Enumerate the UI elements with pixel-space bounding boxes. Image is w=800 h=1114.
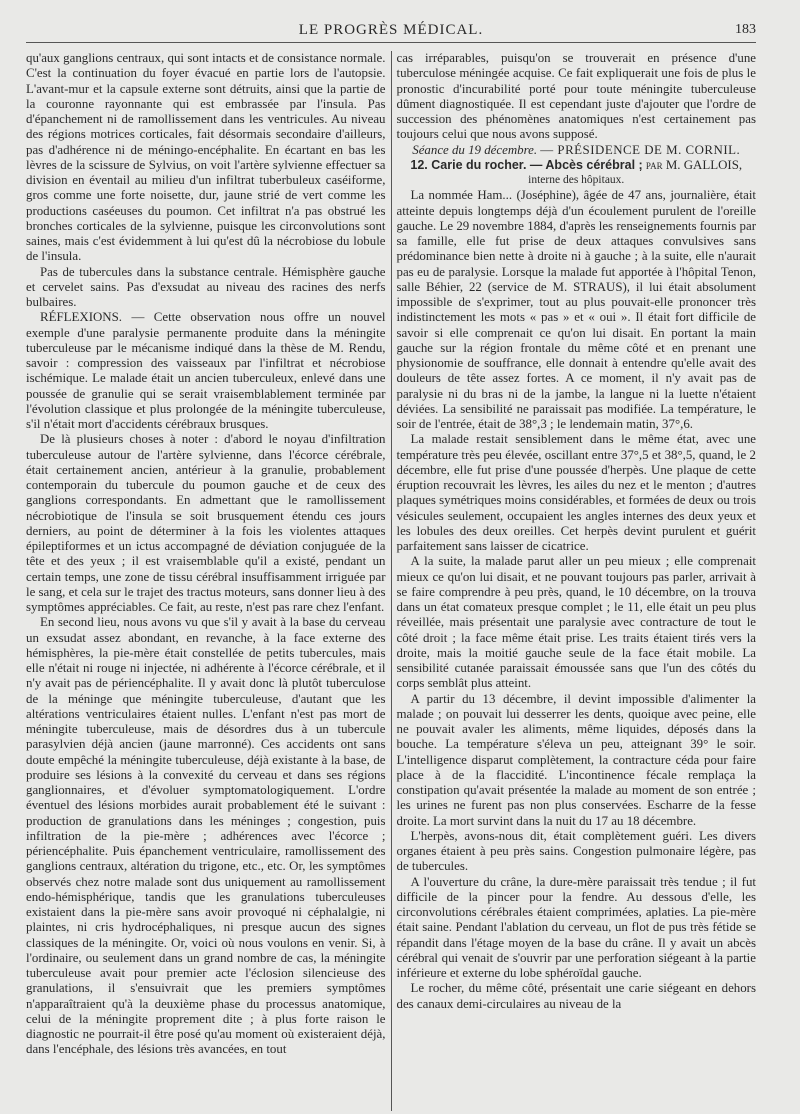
paragraph: La nommée Ham... (Joséphine), âgée de 47 ans, journalière, était atteinte depuis longtemps déjà d'un écoulement purulent de l'oreille gauche. Le 29 novembre 1884, d'après les renseignements fournis par sa famille, elle fut prise de deux attaques convulsives sans prédominance bien nette à droite ni à gauche ; à la suite, elle n'aurait pas eu de paralysie. Lorsque la malade fut apportée à l'hôpital Tenon, salle Béhier, 22 (service de M. STRAUS), il lui était absolument impossible de s'exprimer, tout au plus pouvait-elle prononcer très indistinctement les mots « pas » et « oui ». Il était fort difficile de savoir si elle comprenait ce qu'on lui disait. En portant la main gauche sur la région frontale du même côté et en prenant une physionomie de souffrance, elle donnait à entendre qu'elle avait des douleurs de tête assez fortes. A ce moment, il n'y avait pas de paralysie ni du bras ni de la jambe, la langue ni la luette n'étaient déviées. La sensibilité ne paraissait pas modifiée. La température, le soir de l'entrée, était de 38°,3 ; le lendemain matin, 37°,6. — [396, 188, 756, 431]
article-heading — [397, 158, 757, 173]
text-columns — [26, 51, 756, 1111]
paragraph: qu'aux ganglions centraux, qui sont intacts et de consistance normale. C'est la continuation du foyer évacué en partie lors de l'autopsie. L'avant-mur et la capsule externe sont détruits, ainsi que la partie de la couronne rayonnante qui est embrassée par l'insula. Pas d'épanchement ni de ramollissement dans les ventricules. Au niveau des régions motrices corticales, fait désormais secondaire d'ailleurs, pas d'adhérence ni de méningo-encéphalite. En écartant en bas les lèvres de la scissure de Sylvius, on voit l'artère sylvienne effectuer sa division en éventail au milieu d'un infiltrat tuberbuleux caséiforme, gros comme une forte noisette, dur, jaune strié de vert comme les productions caséeuses du poumon. Cet infiltrat n'a pas obstrué les bronches corticales de la sylvienne, puisque les circonvolutions sont saines, mais c'est évidemment à lui qu'est dû la nécrobiose du lobule de l'insula. — [26, 51, 386, 264]
paragraph: L'herpès, avons-nous dit, était complètement guéri. Les divers organes étaient à peu près sains. Congestion pulmonaire légère, pas de tubercules. — [396, 828, 756, 874]
paragraph: A l'ouverture du crâne, la dure-mère paraissait très tendue ; il fut difficile de la pincer pour la fendre. Au dessous d'elle, les circonvolutions cérébrales étaient comprimées, aplaties. La pie-mère était saine. Pendant l'ablation du cerveau, un flot de pus très fétide se répandit dans l'étage moyen de la base du crâne. Il y avait un abcès cérébral qui venait de s'ouvrir par une perforation siégeant à la partie inférieure et externe du lobe sphéroïdal gauche. — [396, 874, 756, 980]
session-presidency: — PRÉSIDENCE DE M. CORNIL. — [540, 142, 741, 157]
right-column — [392, 51, 757, 1111]
paragraph: De là plusieurs choses à noter : d'abord le noyau d'infiltration tuberculeuse autour de l'artère sylvienne, dans l'écorce cérébrale, était certainement ancien, antérieur à la granulie, probablement contemporain du tubercule du poumon gauche et de ceux des ganglions correspondants. En admettant que le ramollissement nécrobiotique de l'insula se soit brusquement étendu ces jours derniers, au point de déterminer à la fois les violentes attaques épileptiformes et un ictus accompagné de déviation conjuguée de la tête et des yeux ; il est vraisemblable qu'il a existé, pendant un certain temps, une zone de tissu cérébral insuffisamment irriguée par le sang, et cela sur le trajet des tractus moteurs, sans donner lieu à des symptômes appréciables. Ce fait, au reste, n'est pas rare chez l'enfant. — [26, 432, 386, 614]
paragraph: A partir du 13 décembre, il devint impossible d'alimenter la malade ; on pouvait lui desserrer les dents, quoique avec peine, elle ne pouvait avaler les aliments, même liquides, déposés dans la bouche. La température s'éleva un peu, atteignant 39° le soir. L'intelligence disparut complètement, la contracture céda pour faire place à de la flaccidité. L'incontinence fécale remplaça la constipation qu'avait présentée la malade au moment de son entrée ; les urines ne furent pas non plus conservées. Escharre de la fesse droite. La mort survint dans la nuit du 17 au 18 décembre. — [396, 691, 756, 828]
session-date: Séance du 19 décembre. — [412, 142, 538, 157]
paragraph: cas irréparables, puisqu'on se trouverait en présence d'une tuberculose méningée acquise. Ce fait expliquerait une fois de plus le pronostic d'incurabilité porté pour toute méningite tuberculeuse dûment diagnostiquée. Il est cependant juste d'ajouter que l'ordre de succession des phénomènes anatomiques n'est certainement pas toujours celui que nous avons supposé. — [396, 51, 756, 142]
article-title: 12. Carie du rocher. — Abcès cérébral ; — [410, 157, 643, 172]
article-author: par M. GALLOIS, — [645, 157, 743, 172]
paragraph: RÉFLEXIONS. — Cette observation nous offre un nouvel exemple d'une paralysie permanente produite dans la méningite tuberculeuse par le mécanisme indiqué dans la thèse de M. Rendu, savoir : compression des vaisseaux par l'infiltrat et nécrobiose ischémique. Le malade était un ancien tuberculeux, enlevé dans une poussée de granulie qui se serait vraisemblablement terminée par l'évolution classique et plus prolongée de la méningite tuberculeuse, s'il n'était mort d'accidents cérébraux brusques. — [26, 310, 386, 431]
left-column — [26, 51, 391, 1111]
paragraph: Pas de tubercules dans la substance centrale. Hémisphère gauche et cervelet sains. Pas d'exsudat au niveau des racines des nerfs bulbaires. — [26, 264, 386, 309]
running-title: LE PROGRÈS MÉDICAL. — [298, 22, 484, 38]
paragraph: La malade restait sensiblement dans le même état, avec une température très peu élevée, oscillant entre 37°,5 et 38°,5, quand, le 2 décembre, elle fut prise d'une poussée d'herpès. Une plaque de cette éruption recouvrait les lèvres, les ailes du nez et le menton ; d'autres plaques symétriques moins considérables, et formées de deux ou trois vésicules seulement, occupaient les angles internes des deux yeux et les lobules des deux oreilles. Cet herpès devint purulent et guérit parfaitement sans laisser de cicatrice. — [396, 432, 756, 553]
page-header — [26, 20, 756, 43]
paragraph: A la suite, la malade parut aller un peu mieux ; elle comprenait mieux ce qu'on lui disait, et ne pouvant toujours pas parler, arrivait à se faire comprendre à peu près, quand, le 10 décembre, on la trouva dans un état comateux presque complet ; le 11, elle était un peu plus réveillée, mais présentait une paralysie avec contracture de tout le côté droit ; la face même était prise. Les traits étaient tirés vers la droite, mais la moitié gauche seule de la face était mobile. La sensibilité cutanée paraissait émoussée sans que l'un des côtés du corps semblât plus atteint. — [396, 554, 756, 691]
article-author-role: interne des hôpitaux. — [528, 174, 625, 186]
paragraph: En second lieu, nous avons vu que s'il y avait à la base du cerveau un exsudat assez abondant, en revanche, à la face externe des hémisphères, la pie-mère était constellée de petits tubercules, mais elle n'était ni rouge ni injectée, ni adhérente à l'écorce cérébrale, et il n'y avait pas de périencéphalite. Il y avait donc là plutôt tuberculose de la méninge que méningite tuberculeuse, d'autant que les altérations ventriculaires étaient nulles. L'enfant n'est pas mort de méningite tuberculeuse, mais de désordres dus à un tubercule parasylvien déjà ancien (jaune marronné). Ces accidents ont sans doute empêché la méningite tuberculeuse, déjà existante à la base, de produire ses lésions à la convexité du cerveau et dans ses régions ganglionnaires, et d'évoluer symptomatologiquement. L'ordre éventuel des lésions morbides aurait probablement été le suivant : production de granulations dans les méninges ; congestion, puis infiltration de la pie-mère ; adhérences avec l'écorce ; périencéphalite. Puis épanchement ventriculaire, ramollissement des ganglions centraux, altération du trigone, etc., etc. Or, les symptômes observés chez notre malade sont dus uniquement au ramollissement endo-hémisphérique, tandis que les granulations tuberculeuses existaient dans la pie-mère sans avoir provoqué ni céphalalgie, ni plaintes, ni cris hydrocéphaliques, ni presque aucun des signes classiques de la méningite. Or, voici où nous voulons en venir. Si, à l'ordinaire, ou seulement dans un grand nombre de cas, la méningite tuberculeuse avait pour premier acte l'éclosion silencieuse des granulations, il s'ensuivrait que les premiers symptômes n'apparaîtraient qu'à la deuxième phase du processus anatomique, celui de la méningite proprement dite ; à plus forte raison le diagnostic ne pourrait-il être posé qu'au moment où existeraient déjà, dans l'encéphale, des lésions très avancées, en tout — [26, 615, 386, 1057]
page-number: 183 — [735, 22, 756, 37]
paragraph: Le rocher, du même côté, présentait une carie siégeant en dehors des canaux demi-circulaires au niveau de la — [396, 981, 756, 1011]
session-heading — [397, 143, 757, 158]
